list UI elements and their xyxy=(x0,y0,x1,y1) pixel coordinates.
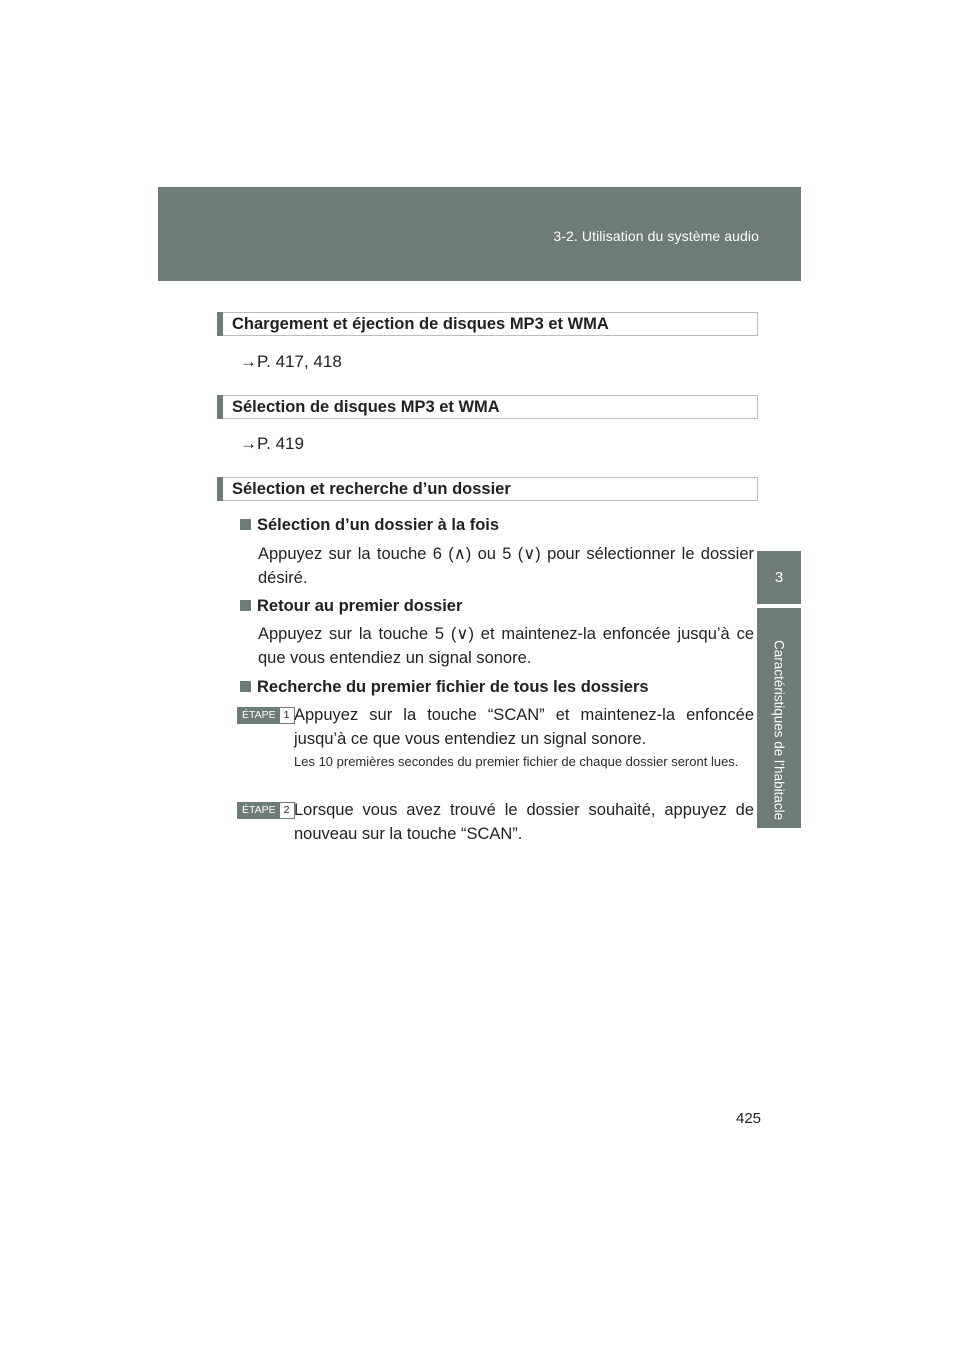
chapter-tab xyxy=(757,551,801,604)
paragraph: Appuyez sur la touche 6 (∧) ou 5 (∨) pour sélectionner le dossier désiré. xyxy=(258,545,754,587)
breadcrumb: 3-2. Utilisation du système audio xyxy=(553,228,759,244)
subsection-title: Retour au premier dossier xyxy=(257,597,463,615)
step-badge xyxy=(237,802,295,819)
step-number: 1 xyxy=(280,708,294,723)
section-marker xyxy=(217,395,223,419)
paragraph: Appuyez sur la touche 5 (∨) et maintenez-la enfoncée jusqu’à ce que vous entendiez un signal sonore. xyxy=(258,625,754,667)
page-reference: →P. 419 xyxy=(240,434,304,453)
square-bullet-icon xyxy=(240,600,251,611)
header-band xyxy=(158,187,801,281)
subsection-title: Recherche du premier fichier de tous les dossiers xyxy=(257,678,649,696)
section-marker xyxy=(217,477,223,501)
chapter-number: 3 xyxy=(774,569,784,586)
page-reference: →P. 417, 418 xyxy=(240,352,342,371)
subsection-title: Sélection d’un dossier à la fois xyxy=(257,516,500,534)
section-heading-selection xyxy=(217,395,758,419)
chapter-title: Caractéristiques de l’habitacle xyxy=(771,640,787,821)
section-title: Sélection de disques MP3 et WMA xyxy=(232,398,500,416)
step-note: Les 10 premières secondes du premier fichier de chaque dossier seront lues. xyxy=(294,754,739,769)
section-marker xyxy=(217,312,223,336)
square-bullet-icon xyxy=(240,681,251,692)
section-heading-folder xyxy=(217,477,758,501)
square-bullet-icon xyxy=(240,519,251,530)
subsection-heading xyxy=(240,597,462,616)
page-number: 425 xyxy=(736,1110,762,1127)
step-label: ÉTAPE xyxy=(238,708,280,723)
step-badge xyxy=(237,707,295,724)
subsection-heading xyxy=(240,678,649,697)
subsection-heading xyxy=(240,516,499,535)
step-label: ÉTAPE xyxy=(238,803,280,818)
step-number: 2 xyxy=(280,803,294,818)
section-title: Sélection et recherche d’un dossier xyxy=(232,480,511,498)
section-title: Chargement et éjection de disques MP3 et WMA xyxy=(232,315,609,333)
section-heading-loading xyxy=(217,312,758,336)
step-text: Lorsque vous avez trouvé le dossier souhaité, appuyez de nouveau sur la touche “SCAN”. xyxy=(294,801,754,843)
step-text: Appuyez sur la touche “SCAN” et maintenez-la enfoncée jusqu’à ce que vous entendiez un signal sonore. xyxy=(294,706,754,748)
